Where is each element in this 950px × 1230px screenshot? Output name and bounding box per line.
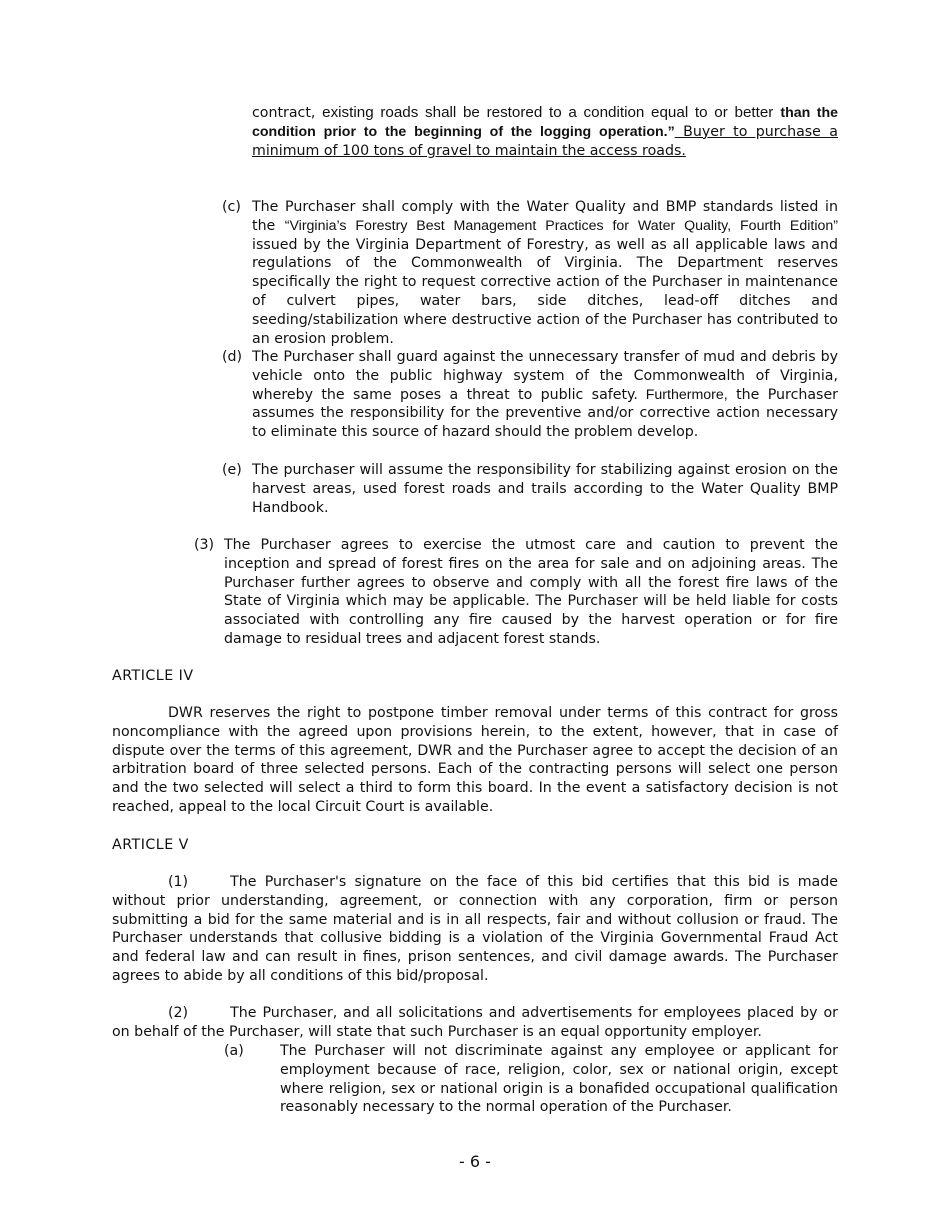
item-c-text bbox=[252, 198, 838, 348]
article-v-p2-text: The Purchaser, and all solicitations and advertisements for employees placed by or on behalf of the Purchaser, will state that such Purchaser is an equal opportunity employer. bbox=[112, 1005, 838, 1040]
item-3-label: (3) bbox=[194, 537, 215, 553]
continuation-bold-text: than the condition prior to the beginning of the logging operation.” bbox=[252, 105, 839, 140]
article-iv-paragraph: DWR reserves the right to postpone timber removal under terms of this contract for gross noncompliance with the agreed upon provisions herein, to the extent, however, that in case of dispute over the terms of this agreement, DWR and the Purchaser agree to accept the decision of an arbitration board of three selected persons. Each of the contracting persons will select one person and the two selected will select a third to form this board. In the event a satisfactory decision is not reached, appeal to the local Circuit Court is available. bbox=[112, 705, 838, 815]
article-v-paragraph-2 bbox=[112, 1004, 838, 1042]
item-e-text: The purchaser will assume the responsibility for stabilizing against erosion on the harvest areas, used forest roads and trails according to the Water Quality BMP Handbook. bbox=[252, 462, 838, 516]
continuation-underlined-text: Buyer to purchase a minimum of 100 tons of gravel to maintain the access roads. bbox=[252, 123, 838, 159]
item-e-label: (e) bbox=[222, 462, 242, 478]
article-v-p2-label: (2) bbox=[168, 1005, 189, 1021]
continuation-paragraph bbox=[252, 104, 838, 160]
item-d-label: (d) bbox=[222, 349, 243, 365]
article-v-a-label: (a) bbox=[224, 1043, 244, 1059]
item-3-text: The Purchaser agrees to exercise the utmost care and caution to prevent the inception and spread of forest fires on the area for sale and on adjoining areas. The Purchaser further agrees to observe and comply with all the forest fire laws of the State of Virginia which may be applicable. The Purchaser will be held liable for costs associated with controlling any fire caused by the harvest operation or for fire damage to residual trees and adjacent forest stands. bbox=[224, 537, 838, 647]
continuation-line-start: contract, bbox=[252, 105, 316, 121]
article-iv-text bbox=[112, 704, 838, 817]
item-c-text-before: The Purchaser shall comply with the Water Quality and BMP standards listed in the bbox=[252, 199, 838, 234]
item-d-text-after: the Purchaser assumes the responsibility for the preventive and/or corrective action necessary to eliminate this source of hazard should the problem develop. bbox=[252, 386, 839, 441]
article-v-paragraph-1 bbox=[112, 873, 838, 986]
continuation-line-rest: existing roads shall be restored to a condition equal to or better bbox=[315, 104, 774, 121]
item-c-label: (c) bbox=[222, 199, 241, 215]
article-v-p1-label: (1) bbox=[168, 874, 189, 890]
item-d-text bbox=[252, 348, 838, 442]
article-iv-heading: ARTICLE IV bbox=[112, 668, 194, 684]
item-c-title: “Virginia’s Forestry Best Management Practices for Water Quality, Fourth Edition” bbox=[284, 217, 838, 234]
article-v-a-text: The Purchaser will not discriminate against any employee or applicant for employment because of race, religion, color, sex or national origin, except where religion, sex or national origin is a bonafided occupational qualification reasonably necessary to the normal operation of the Purchaser. bbox=[280, 1043, 838, 1116]
article-v-heading: ARTICLE V bbox=[112, 837, 189, 853]
page-number: - 6 - bbox=[459, 1152, 491, 1171]
article-v-p1-text: The Purchaser's signature on the face of this bid certifies that this bid is made without prior understanding, agreement, or connection with any corporation, firm or person submitting a bid for the same material and is in all respects, fair and without collusion or fraud. The Purchaser understands that collusive bidding is a violation of the Virginia Governmental Fraud Act and federal law and can result in fines, prison sentences, and civil damage awards. The Purchaser agrees to abide by all conditions of this bid/proposal. bbox=[112, 874, 838, 984]
item-d-furthermore: Furthermore, bbox=[637, 386, 728, 403]
item-c-text-after: issued by the Virginia Department of Forestry, as well as all applicable laws and regulations of the Commonwealth of Virginia. The Department reserves specifically the right to request corrective action of the Purchaser in maintenance of culvert pipes, water bars, side ditches, lead-off ditches and seeding/stabilization where destructive action of the Purchaser has contributed to an erosion problem. bbox=[252, 236, 838, 347]
item-d-text-before: The Purchaser shall guard against the unnecessary transfer of mud and debris by vehicle onto the public highway system of the Commonwealth of Virginia, whereby the same poses a threat to public safety. bbox=[252, 349, 838, 403]
